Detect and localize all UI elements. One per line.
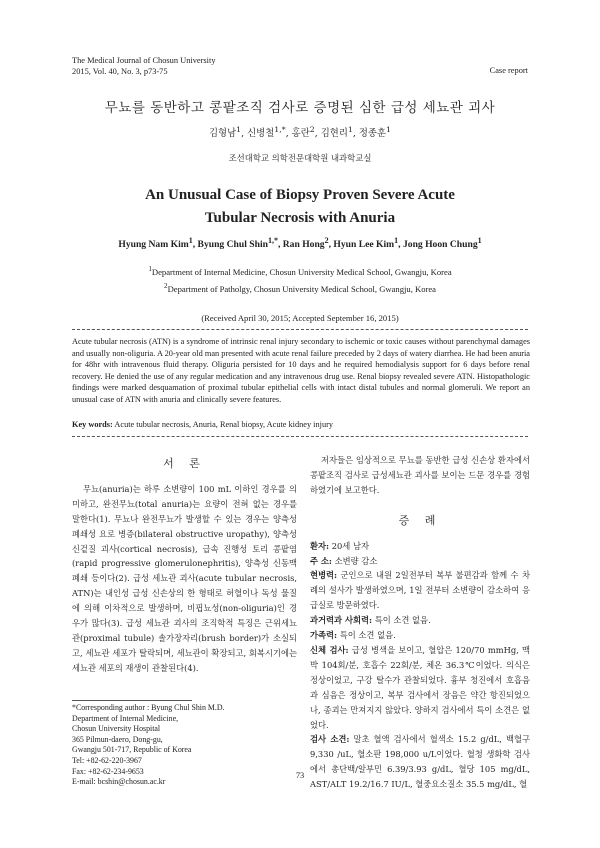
korean-title: 무뇨를 동반하고 콩팥조직 검사로 증명된 심한 급성 세뇨관 괴사 bbox=[104, 100, 496, 116]
corr-line: 365 Pilmun-daero, Dong-gu, bbox=[72, 734, 163, 744]
affiliation-2: $^2$Department of Patholgy, Chosun University Medical School, Gwangju, Korea bbox=[163, 282, 436, 294]
present-label: 현병력: bbox=[310, 570, 338, 581]
received-dates: (Received April 30, 2015; Accepted September 16, 2015) bbox=[201, 313, 399, 323]
corr-line: Gwangju 501-717, Republic of Korea bbox=[72, 745, 192, 755]
corr-line: Department of Internal Medicine, bbox=[72, 713, 179, 723]
corr-phone: Tel: +82-62-220-3967 bbox=[72, 755, 142, 765]
past-history bbox=[310, 613, 530, 628]
family-text: 특이 소견 없음. bbox=[337, 630, 396, 641]
corr-email: E-mail: bcshin@chosun.ac.kr bbox=[72, 777, 166, 787]
case-heading: 증 례 bbox=[398, 513, 442, 527]
exam-label: 신체 검사: bbox=[310, 644, 349, 655]
journal-header bbox=[72, 55, 216, 77]
keywords-text: Acute tubular necrosis, Anuria, Renal biopsy, Acute kidney injury bbox=[112, 420, 334, 429]
lab-findings bbox=[310, 732, 530, 792]
physical-exam bbox=[310, 643, 530, 732]
english-authors: Hyung Nam Kim$^1$, Byung Chul Shin$^{1,*}$, Ran Hong$^2$, Hyun Lee Kim$^1$, Jong Hoon Chung$^1$ bbox=[118, 236, 482, 251]
korean-authors: 김형남$^1$, 신병철$^{1,*}$, 홍란$^2$, 김현리$^1$, 정종훈$^1$ bbox=[209, 125, 391, 140]
keywords-label: Key words: bbox=[72, 420, 113, 429]
patient-label: 환자: bbox=[310, 540, 330, 551]
korean-affiliation: 조선대학교 의학전문대학원 내과학교실 bbox=[228, 153, 372, 163]
footnote-rule bbox=[72, 700, 192, 701]
lab-text: 말초 혈액 검사에서 혈색소 15.2 g/dL, 백혈구 9,330 /uL, 혈소판 198,000 u/L이었다. 혈청 생화학 검사에서 총단백/알부민 6.39/3.93 g/dL, 혈당 105 mg/dL, AST/ALT 19.2/16.7 IU/L, 혈중요소질소 35.5 mg/dL, 혈 bbox=[310, 734, 530, 790]
keywords bbox=[72, 420, 530, 429]
journal-name: The Medical Journal of Chosun University bbox=[72, 56, 216, 65]
family-history bbox=[310, 628, 530, 643]
exam-text: 급성 병색을 보이고, 혈압은 120/70 mmHg, 맥박 104회/분, 호흡수 22회/분, 체온 36.3℃이었다. 의식은 정상이었고, 구강 탈수가 관찰되었다. 흉부 청진에서 호흡음과 심음은 정상이고, 복부 검사에서 장음은 약간 항진되었으나, 종괴는 만져지지 않았다. 양하지 검사에서 특이 소견은 없었다. bbox=[310, 644, 530, 730]
english-title-line1: An Unusual Case of Biopsy Proven Severe Acute bbox=[145, 187, 455, 203]
abstract: Acute tubular necrosis (ATN) is a syndrome of intrinsic renal injury secondary to ischemic or toxic causes without parenchymal damages and usually non-oliguria. A 20-year old man presented with acute renal failure preceded by 2 days of watery diarrhea. He had been anuria for 48hr with intravenous fluid therapy. Oliguria persisted for 10 days and he required hemodialysis support for 6 days before renal recovery. He denied the use of any regular medication and any intravenous drug use. Renal biopsy revealed severe ATN. Histopathologic findings were marked desquamation of proximal tubular epithelial cells with intact distal tubules and normal glomeruli. We report an unusual case of ATN with anuria and clinically severe features. bbox=[72, 337, 530, 404]
present-illness bbox=[310, 568, 530, 613]
present-text: 군인으로 내원 2일전부터 복부 불편감과 함께 수 차례의 설사가 발생하였으며, 1일 전부터 소변량이 감소하여 응급실로 방문하였다. bbox=[310, 570, 530, 611]
lab-label: 검사 소견: bbox=[310, 734, 350, 745]
corr-line: Chosun University Hospital bbox=[72, 724, 161, 734]
article-type: Case report bbox=[489, 66, 528, 75]
past-label: 과거력과 사회력: bbox=[310, 615, 373, 626]
divider-top bbox=[72, 329, 528, 330]
right-column bbox=[310, 453, 530, 792]
introduction-paragraph: 무뇨(anuria)는 하루 소변량이 100 mL 이하인 경우를 의미하고, 완전무뇨(total anuria)는 요량이 전혀 없는 경우를 말한다(1). 무뇨나 완전무뇨가 발생할 수 있는 경우는 양측성 폐쇄성 요로 병증(bilateral obstructive uropathy), 양측성 신겉질 괴사(cortical necrosis), 급속 진행성 토리 콩팥염(rapid progressive glomerulonephritis), 양측성 신동맥 폐쇄 등이다(2). 급성 세뇨관 괴사(acute tubular necrosis, ATN)는 내인성 급성 신손상의 한 형태로 허혈이나 독성 물질에 의해 이차적으로 발생하며, 비핍뇨성(non-oliguria)인 경우가 많다(3). 급성 세뇨관 괴사의 조직학적 특징은 근위세뇨관(proximal tubule) 솔가장자리(brush border)가 소실되고, 세뇨관 세포가 탈락되며, 세뇨관이 확장되고, 회복시기에는 세뇨관 세포의 재생이 관찰된다(4). bbox=[72, 483, 297, 673]
chief-text: 소변량 감소 bbox=[331, 555, 378, 566]
journal-volume: 2015, Vol. 40, No. 3, p73-75 bbox=[72, 67, 168, 76]
left-column bbox=[72, 453, 297, 676]
divider-bottom bbox=[72, 436, 528, 437]
affiliation-1: $^1$Department of Internal Medicine, Chosun University Medical School, Gwangju, Korea bbox=[148, 265, 452, 277]
chief-complaint-line bbox=[310, 554, 530, 569]
english-title bbox=[0, 184, 600, 230]
family-label: 가족력: bbox=[310, 630, 338, 641]
past-text: 특이 소견 없음. bbox=[372, 615, 431, 626]
patient-text: 20세 남자 bbox=[329, 540, 369, 551]
patient-line bbox=[310, 539, 530, 554]
chief-label: 주 소: bbox=[310, 555, 332, 566]
corr-line: *Corresponding author : Byung Chul Shin M.D. bbox=[72, 703, 225, 712]
page-number: 73 bbox=[295, 771, 305, 780]
intro-continuation: 저자들은 임상적으로 무뇨를 동반한 급성 신손상 환자에서 콩팥조직 검사로 급성세뇨관 괴사를 보이는 드문 경우를 경험하였기에 보고한다. bbox=[310, 455, 530, 495]
introduction-heading: 서 론 bbox=[163, 457, 206, 470]
corr-fax: Fax: +82-62-234-9653 bbox=[72, 766, 144, 776]
english-title-line2: Tubular Necrosis with Anuria bbox=[204, 210, 396, 226]
